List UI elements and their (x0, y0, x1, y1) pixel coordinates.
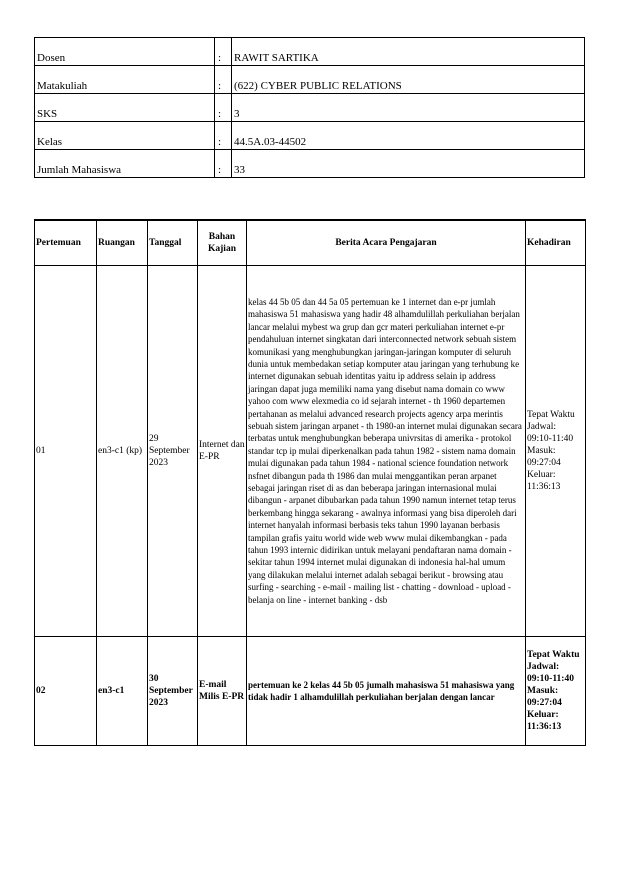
sks-label: SKS (35, 94, 215, 122)
matakuliah-value: (622) CYBER PUBLIC RELATIONS (232, 66, 585, 94)
separator: : (215, 122, 232, 150)
kehadiran-keluar: 11:36:13 (527, 482, 561, 492)
cell-berita-acara: pertemuan ke 2 kelas 44 5b 05 jumalh mahasiswa 51 mahasiswa yang tidak hadir 1 alhamdulillah perkuliahan berjalan dengan lancar (247, 637, 526, 746)
separator: : (215, 94, 232, 122)
kelas-value: 44.5A.03-44502 (232, 122, 585, 150)
jumlah-value: 33 (232, 150, 585, 178)
cell-berita-acara: kelas 44 5b 05 dan 44 5a 05 pertemuan ke 1 internet dan e-pr jumlah mahasiswa 51 mahasiswa yang hadir 48 alhamdulillah perkuliahan berjalan lancar melalui mybest wa grup dan gcr materi perkuliahan internet e-pr pendahuluan internet singkatan dari interconnected network sebuah sistem komunikasi yang menghubungkan jaringan-jaringan komputer di seluruh dunia untuk membedakan setiap komputer atau jaringan yang terhubung ke internet digunakan sebuah identitas yaitu ip address selain ip address jaringan dapat juga memiliki nama yang disebut nama domain co www yahoo com www elexmedia co id sejarah internet - th 1960 departemen pertahanan as melalui advanced research projects agency arpa merintis sebuah sistem jaringan arpanet - th 1980-an internet mulai digunakan secara terbatas untuk menghubungkan beberapa univrsitas di amerika - protokol standar tcp ip mulai diperkenalkan pada tahun 1982 - sistem nama domain mulai digunakan pada tahun 1984 - national science foundation network nsfnet dibangun pada th 1986 dan mulai menggantikan peran arpanet sebagai jaringan riset di as dan beberapa jaringan internasional mulai dibangun - arpanet dibubarkan pada tahun 1990 namun internet tetap terus berkembang hingga sekarang - awalnya informasi yang bisa diperoleh dari internet hanyalah informasi berbasis teks tahun 1990 layanan berbasis tampilan grafis yaitu world wide web www mulai dikembangkan - pada tahun 1993 internic didirikan untuk melayani pendaftaran nama domain - sekitar tahun 1994 internet mulai digunakan di indonesia hal-hal umum yang dilakukan melalui internet adalah sebagai berikut - browsing atau surfing - searching - e-mail - mailing list - chatting - download - upload - belanja on line - internet banking - dsb (247, 266, 526, 637)
header-bahan-kajian: Bahan Kajian (198, 220, 247, 266)
separator: : (215, 66, 232, 94)
table-row (35, 266, 586, 637)
cell-tanggal: 30 September 2023 (148, 637, 198, 746)
kehadiran-masuk-label: Masuk: (527, 446, 556, 456)
kehadiran-status: Tepat Waktu (527, 410, 575, 420)
table-row (35, 637, 586, 746)
cell-ruangan: en3-c1 (kp) (97, 266, 148, 637)
kehadiran-masuk: 09:27:04 (527, 698, 562, 708)
header-tanggal: Tanggal (148, 220, 198, 266)
kelas-label: Kelas (35, 122, 215, 150)
course-info-table (34, 37, 585, 178)
kehadiran-keluar-label: Keluar: (527, 710, 559, 720)
cell-pertemuan: 01 (35, 266, 97, 637)
info-row-matakuliah (35, 66, 585, 94)
matakuliah-label: Matakuliah (35, 66, 215, 94)
info-row-sks (35, 94, 585, 122)
kehadiran-keluar-label: Keluar: (527, 470, 556, 480)
sks-value: 3 (232, 94, 585, 122)
header-ruangan: Ruangan (97, 220, 148, 266)
kehadiran-jadwal: 09:10-11:40 (527, 674, 574, 684)
cell-bahan-kajian: E-mail Milis E-PR (198, 637, 247, 746)
dosen-value: RAWIT SARTIKA (232, 38, 585, 66)
header-berita-acara: Berita Acara Pengajaran (247, 220, 526, 266)
header-kehadiran: Kehadiran (526, 220, 586, 266)
cell-pertemuan: 02 (35, 637, 97, 746)
kehadiran-masuk-label: Masuk: (527, 686, 559, 696)
kehadiran-jadwal-label: Jadwal: (527, 422, 557, 432)
cell-bahan-kajian: Internet dan E-PR (198, 266, 247, 637)
header-pertemuan: Pertemuan (35, 220, 97, 266)
kehadiran-masuk: 09:27:04 (527, 458, 561, 468)
info-row-jumlah (35, 150, 585, 178)
cell-ruangan: en3-c1 (97, 637, 148, 746)
separator: : (215, 38, 232, 66)
cell-kehadiran (526, 266, 586, 637)
kehadiran-status: Tepat Waktu (527, 650, 580, 660)
dosen-label: Dosen (35, 38, 215, 66)
cell-kehadiran (526, 637, 586, 746)
kehadiran-keluar: 11:36:13 (527, 722, 562, 732)
jumlah-label: Jumlah Mahasiswa (35, 150, 215, 178)
cell-tanggal: 29 September 2023 (148, 266, 198, 637)
info-row-kelas (35, 122, 585, 150)
attendance-table (34, 219, 586, 746)
separator: : (215, 150, 232, 178)
table-header-row (35, 220, 586, 266)
kehadiran-jadwal-label: Jadwal: (527, 662, 560, 672)
kehadiran-jadwal: 09:10-11:40 (527, 434, 574, 444)
info-row-dosen (35, 38, 585, 66)
